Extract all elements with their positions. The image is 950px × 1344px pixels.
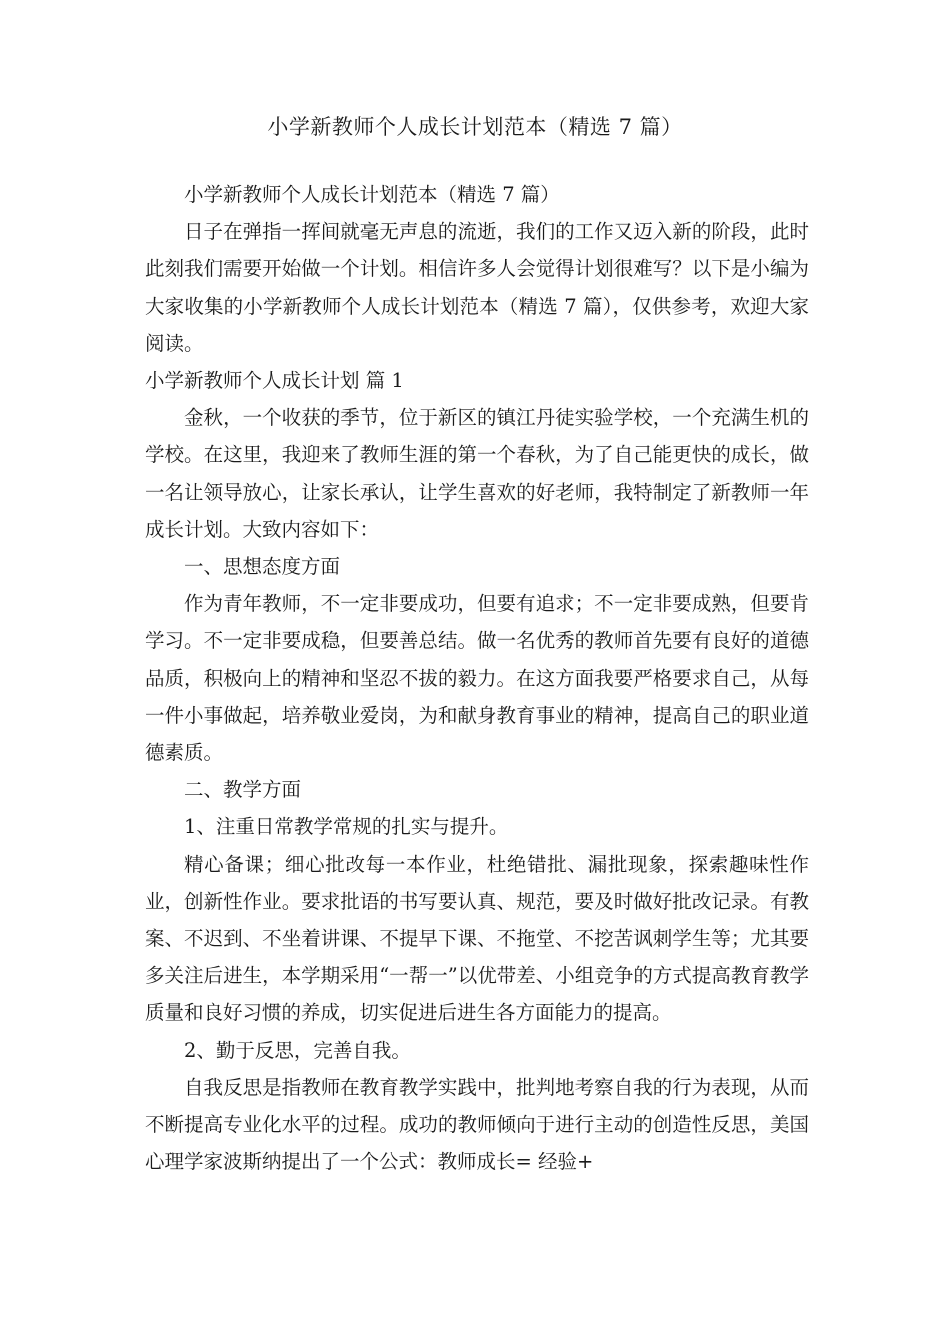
subsection-heading: 一、思想态度方面	[184, 555, 341, 579]
intro-paragraph: 日子在弹指一挥间就毫无声息的流逝，我们的工作又迈入新的阶段，此时此刻我们需要开始做一个计划。相信许多人会觉得计划很难写？以下是小编为大家收集的小学新教师个人成长计划范本（精选 7 篇），仅供参考，欢迎大家阅读。	[145, 220, 809, 355]
body-subtitle: 小学新教师个人成长计划范本（精选 7 篇）	[184, 183, 560, 206]
body-paragraph: 精心备课；细心批改每一本作业，杜绝错批、漏批现象，探索趣味性作业，创新性作业。要求批语的书写要认真、规范，要及时做好批改记录。有教案、不迟到、不坐着讲课、不提早下课、不拖堂、不挖苦讽刺学生等；尤其要多关注后进生，本学期采用“一帮一”以优带差、小组竞争的方式提高教育教学质量和良好习惯的养成，切实促进后进生各方面能力的提高。	[145, 852, 809, 1025]
subsection-heading: 二、教学方面	[184, 778, 302, 802]
body-paragraph: 金秋，一个收获的季节，位于新区的镇江丹徒实验学校，一个充满生机的学校。在这里，我迎来了教师生涯的第一个春秋，为了自己能更快的成长，做一名让领导放心，让家长承认，让学生喜欢的好老师，我特制定了新教师一年成长计划。大致内容如下：	[145, 406, 809, 541]
numbered-heading: 1、注重日常教学常规的扎实与提升。	[184, 815, 509, 839]
numbered-heading: 2、勤于反思，完善自我。	[184, 1038, 411, 1062]
document-body	[145, 176, 809, 1180]
body-paragraph: 作为青年教师，不一定非要成功，但要有追求；不一定非要成熟，但要肯学习。不一定非要成稳，但要善总结。做一名优秀的教师首先要有良好的道德品质，积极向上的精神和坚忍不拔的毅力。在这方面我要严格要求自己，从每一件小事做起，培养敬业爱岗，为和献身教育事业的精神，提高自己的职业道德素质。	[145, 592, 809, 765]
document-title: 小学新教师个人成长计划范本（精选 7 篇）	[267, 115, 683, 139]
body-paragraph: 自我反思是指教师在教育教学实践中，批判地考察自我的行为表现，从而不断提高专业化水平的过程。成功的教师倾向于进行主动的创造性反思，美国心理学家波斯纳提出了一个公式：教师成长= 经验+	[145, 1075, 809, 1174]
section-heading: 小学新教师个人成长计划 篇 1	[145, 369, 404, 393]
